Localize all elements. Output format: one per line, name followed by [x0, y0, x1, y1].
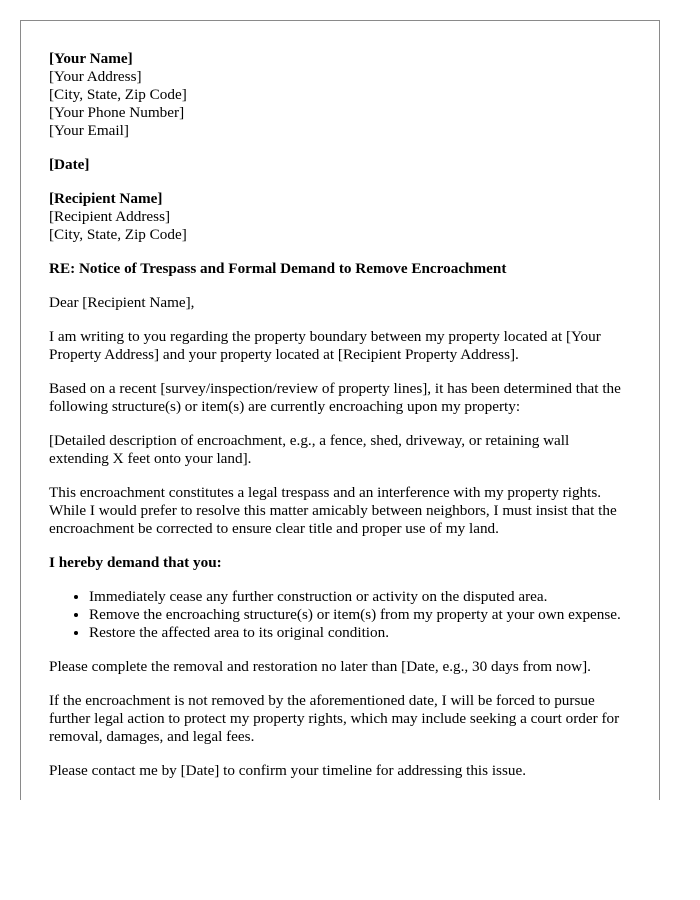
recipient-block: [49, 190, 631, 244]
letter-date: [Date]: [49, 156, 90, 173]
recipient-city-state-zip: [City, State, Zip Code]: [49, 226, 187, 243]
closing-paragraph: If the encroachment is not removed by the aforementioned date, I will be forced to pursue further legal action to protect my property rights, which may include seeking a court order for removal, damages, and legal fees.: [49, 692, 620, 745]
subject-line: RE: Notice of Trespass and Formal Demand to Remove Encroachment: [49, 260, 507, 277]
body-paragraph: I am writing to you regarding the property boundary between my property located at [Your Property Address] and your property located at [Recipient Property Address].: [49, 328, 601, 363]
demand-heading: I hereby demand that you:: [49, 554, 222, 571]
letter-page: [20, 20, 660, 800]
list-item: • Remove the encroaching structure(s) or item(s) from my property at your own expense.: [89, 606, 631, 624]
sender-phone: [Your Phone Number]: [49, 104, 185, 121]
sender-city-state-zip: [City, State, Zip Code]: [49, 86, 187, 103]
sender-block: [49, 50, 631, 140]
body-paragraph: This encroachment constitutes a legal trespass and an interference with my property rights. While I would prefer to resolve this matter amicably between neighbors, I must insist that the encroachment be corrected to ensure clear title and proper use of my land.: [49, 484, 617, 537]
list-item: • Immediately cease any further construction or activity on the disputed area.: [89, 588, 631, 606]
closing-paragraph: Please contact me by [Date] to confirm your timeline for addressing this issue.: [49, 762, 527, 779]
sender-email: [Your Email]: [49, 122, 129, 139]
body-paragraph: [Detailed description of encroachment, e.g., a fence, shed, driveway, or retaining wall extending X feet onto your land].: [49, 432, 570, 467]
demand-list: [49, 588, 631, 642]
date-block: [49, 156, 631, 174]
sender-address: [Your Address]: [49, 68, 142, 85]
sender-name: [Your Name]: [49, 50, 133, 67]
recipient-name: [Recipient Name]: [49, 190, 163, 207]
salutation: Dear [Recipient Name],: [49, 294, 195, 311]
closing-paragraph: Please complete the removal and restoration no later than [Date, e.g., 30 days from now].: [49, 658, 591, 675]
list-item: • Restore the affected area to its original condition.: [89, 624, 631, 642]
recipient-address: [Recipient Address]: [49, 208, 171, 225]
body-paragraph: Based on a recent [survey/inspection/review of property lines], it has been determined that the following structure(s) or item(s) are currently encroaching upon my property:: [49, 380, 621, 415]
